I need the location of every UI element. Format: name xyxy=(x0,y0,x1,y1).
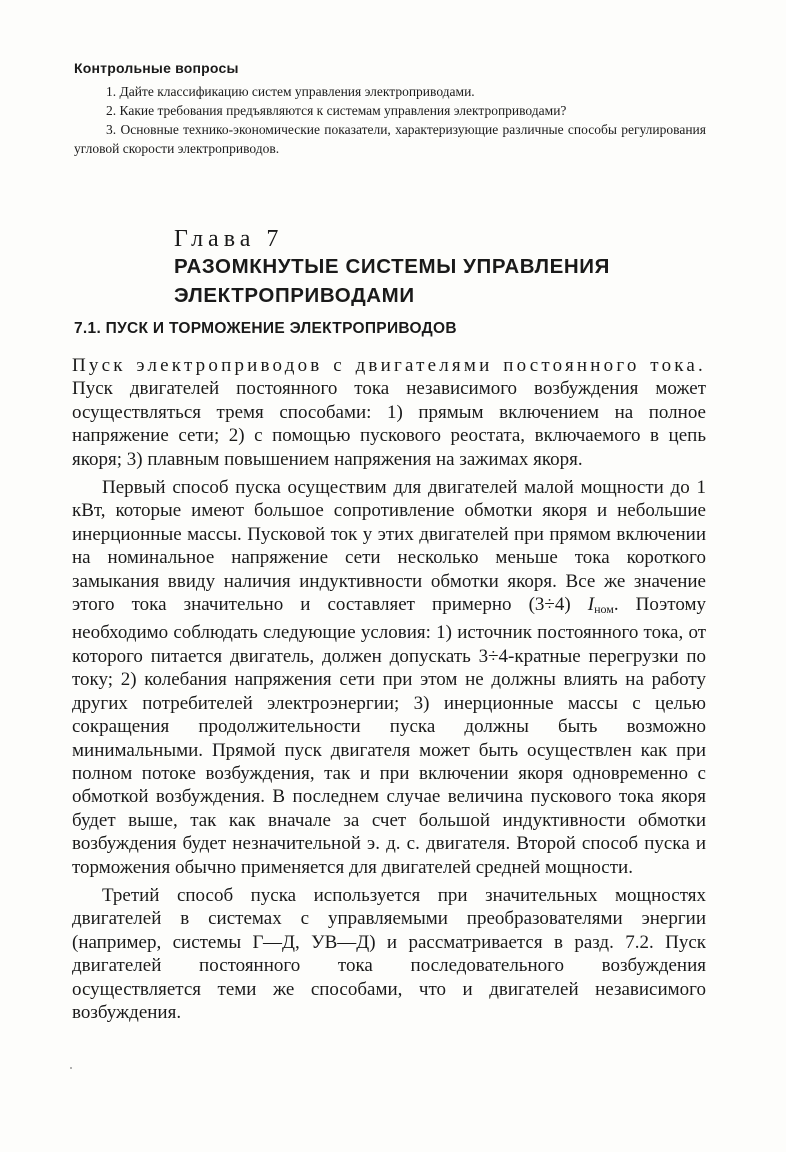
current-subscript: ном xyxy=(594,602,614,617)
body-text xyxy=(72,354,706,1029)
speck xyxy=(70,1067,72,1069)
paragraph-text: . Поэтому необходимо соблюдать следующие условия: 1) источник постоянного тока, от которого питается двигатель, должен допускать 3÷4-кратные перегрузки по току; 2) колебания напряжения сети при этом не должны влиять на работу других потребителей электроэнергии; 3) инерционные массы с целью сокращения продолжительности пуска должны быть возможно минимальными. Прямой пуск двигателя может быть осуществлен как при полном потоке возбуждения, так и при включении якоря одновременно с обмоткой возбуждения. В последнем случае величина пускового тока якоря будет выше, так как вначале за счет большой индуктивности обмотки возбуждения будет незначительной э. д. с. двигателя. Второй способ пуска и торможения обычно применяется для двигателей средней мощности. xyxy=(72,594,706,878)
paragraph: Третий способ пуска используется при значительных мощностях двигателей в системах с управляемыми преобразователями энергии (например, системы Г—Д, УВ—Д) и рассматривается в разд. 7.2. Пуск двигателей постоянного тока последовательного возбуждения осуществляется теми же способами, что и двигателей независимого возбуждения. xyxy=(72,884,706,1023)
control-questions-title: Контрольные вопросы xyxy=(74,60,239,76)
paragraph xyxy=(72,354,706,471)
section-heading: 7.1. ПУСК И ТОРМОЖЕНИЕ ЭЛЕКТРОПРИВОДОВ xyxy=(74,320,457,337)
paragraph-text: Первый способ пуска осуществим для двигателей малой мощности до 1 кВт, которые имеют большое сопротивление обмотки якоря и небольшие инерционные массы. Пусковой ток у этих двигателей при прямом включении на номинальное напряжение сети несколько меньше тока короткого замыкания ввиду наличия индуктивности обмотки якоря. Все же значение этого тока значительно и составляет примерно (3÷4) xyxy=(72,477,706,616)
run-in-heading: Пуск электроприводов с двигателями постоянного тока. xyxy=(72,355,706,376)
question-item: 3. Основные технико-экономические показатели, характеризующие различные способы регулирования угловой скорости электроприводов. xyxy=(74,122,706,156)
paragraph xyxy=(72,476,706,879)
control-questions-list xyxy=(74,82,706,158)
question-item: 2. Какие требования предъявляются к системам управления электроприводами? xyxy=(106,103,567,118)
chapter-label: Глава 7 xyxy=(174,226,284,252)
paragraph-text: Пуск двигателей постоянного тока независимого возбуждения может осуществляться тремя способами: 1) прямым включением на полное напряжение сети; 2) с помощью пускового реостата, включаемого в цепь якоря; 3) плавным повышением напряжения на зажимах якоря. xyxy=(72,378,706,470)
current-symbol: I xyxy=(587,594,595,616)
chapter-title: РАЗОМКНУТЫЕ СИСТЕМЫ УПРАВЛЕНИЯ ЭЛЕКТРОПРИВОДАМИ xyxy=(174,255,610,307)
question-item: 1. Дайте классификацию систем управления электроприводами. xyxy=(106,84,475,99)
